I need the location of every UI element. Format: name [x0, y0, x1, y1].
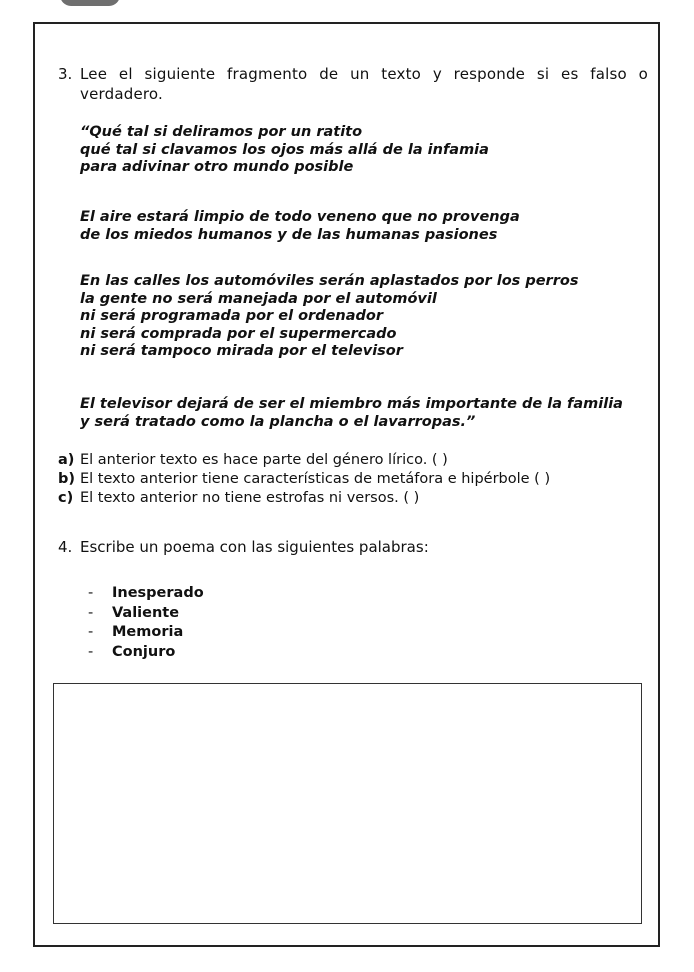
option-text: El anterior texto es hace parte del género lírico. ( )	[80, 452, 448, 468]
word-text: Conjuro	[112, 643, 176, 660]
poem-line: para adivinar otro mundo posible	[80, 159, 354, 175]
question-4-text: Escribe un poema con las siguientes palabras:	[80, 538, 429, 556]
question-4-number: 4.	[58, 538, 73, 556]
question-3	[58, 64, 648, 104]
list-dash: -	[88, 643, 94, 660]
poem-line: ni será tampoco mirada por el televisor	[80, 343, 403, 359]
option-a	[58, 451, 448, 469]
word-text: Memoria	[112, 624, 184, 640]
poem-line: “Qué tal si deliramos por un ratito	[80, 124, 363, 140]
poem-stanza-3	[80, 273, 660, 361]
list-dash: -	[88, 624, 94, 640]
poem-line: En las calles los automóviles serán aplastados por los perros	[80, 273, 579, 289]
poem-line: qué tal si clavamos los ojos más allá de la infamia	[80, 141, 489, 158]
poem-line: ni será programada por el ordenador	[80, 308, 384, 324]
poem-line: ni será comprada por el supermercado	[80, 325, 397, 342]
word-item	[88, 584, 204, 604]
poem-line: y será tratado como la plancha o el lavarropas.”	[80, 413, 476, 430]
option-b	[58, 470, 550, 488]
poem-line: la gente no será manejada por el automóvil	[80, 290, 437, 307]
question-3-text: Lee el siguiente fragmento de un texto y responde si es falso o verdadero.	[80, 65, 648, 103]
poem-line: El televisor dejará de ser el miembro más importante de la familia	[80, 396, 623, 412]
option-text: El texto anterior no tiene estrofas ni versos. ( )	[80, 490, 420, 506]
word-list	[88, 584, 204, 662]
list-dash: -	[88, 604, 94, 621]
poem-line: El aire estará limpio de todo veneno que no provenga	[80, 209, 520, 225]
question-3-number: 3.	[58, 65, 73, 83]
option-letter: c)	[58, 490, 74, 506]
word-text: Valiente	[112, 604, 180, 621]
question-4	[58, 537, 429, 557]
option-letter: a)	[58, 452, 75, 468]
list-dash: -	[88, 585, 94, 601]
poem-answer-box[interactable]	[53, 683, 642, 924]
poem-stanza-2	[80, 209, 660, 244]
option-text: El texto anterior tiene características de metáfora e hipérbole ( )	[80, 471, 551, 487]
poem-line: de los miedos humanos y de las humanas pasiones	[80, 226, 498, 243]
option-c	[58, 489, 419, 507]
poem-stanza-1	[80, 124, 660, 177]
poem-stanza-4	[80, 396, 660, 431]
word-item	[88, 623, 204, 643]
top-edge-shape	[60, 0, 120, 6]
option-letter: b)	[58, 471, 76, 487]
word-item	[88, 604, 204, 624]
word-text: Inesperado	[112, 585, 204, 601]
word-item	[88, 643, 204, 663]
